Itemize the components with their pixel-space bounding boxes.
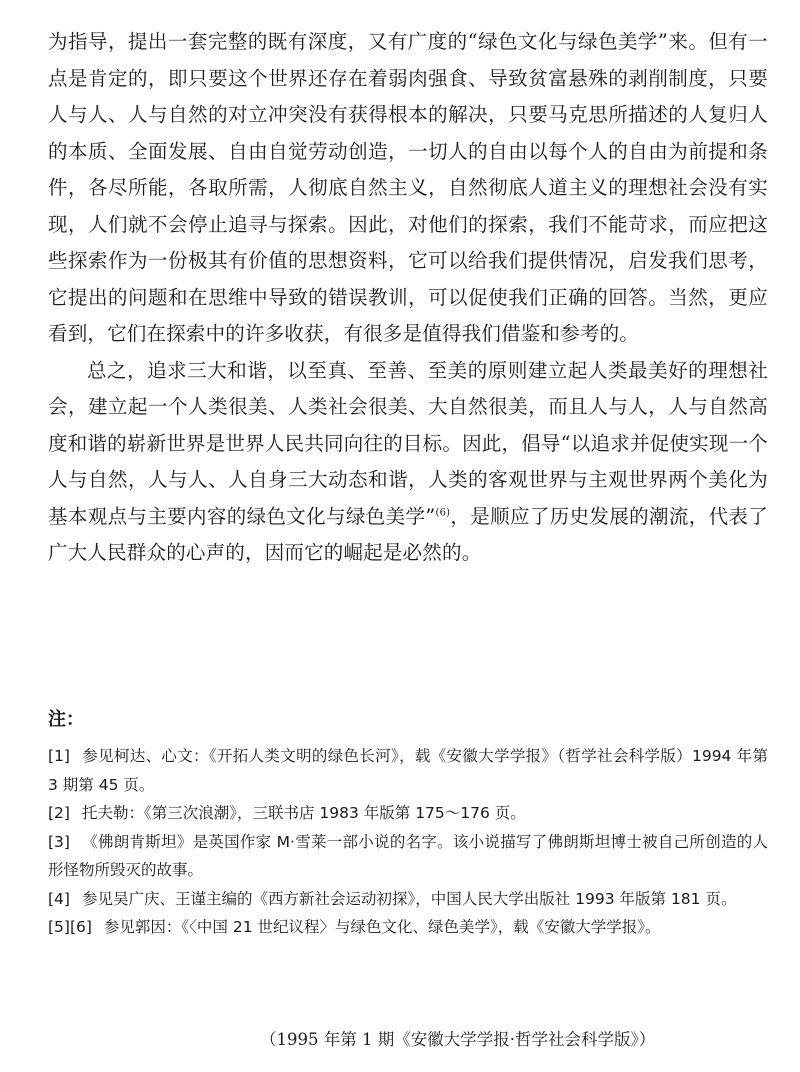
footnote-number: [4] — [48, 889, 70, 908]
footnote-ref-6: (6) — [435, 507, 451, 518]
footnote-number: [1] — [48, 747, 70, 765]
footnotes — [48, 706, 768, 942]
article-body — [48, 24, 768, 572]
footnote-number: [5][6] — [48, 918, 92, 936]
paragraph-2-text: 总之，追求三大和谐，以至真、至善、至美的原则建立起人类最美好的理想社会，建立起一个人类很美、人类社会很美、大自然很美，而且人与人，人与自然高度和谐的崭新世界是世界人民共同向往的目标。因此，倡导“以追求并促使实现一个人与自然，人与人、人自身三大动态和谐，人类的客观世界与主观世界两个美化为基本观点与主要内容的绿色文化与绿色美学” — [48, 358, 768, 528]
footnote-3 — [48, 828, 768, 885]
footnote-number: [3] — [48, 832, 70, 851]
paragraph-2-tail: ，是顺应了历史发展的潮流，代表了广大人民群众的心声的，因而它的崛起是必然的。 — [48, 504, 768, 564]
footnote-text: 《佛朗肯斯坦》是英国作家 M·雪莱一部小说的名字。该小说描写了佛朗斯坦博士被自己所创造的人形怪物所毁灭的故事。 — [48, 832, 768, 879]
source-citation: （1995 年第 1 期《安徽大学学报·哲学社会科学版》） — [260, 1030, 656, 1049]
paragraph-2 — [48, 353, 768, 572]
footnote-text: 参见吴广庆、王谨主编的《西方新社会运动初探》，中国人民大学出版社 1993 年版第 181 页。 — [81, 889, 737, 908]
footnote-4 — [48, 885, 768, 914]
footnote-text: 托夫勒：《第三次浪潮》，三联书店 1983 年版第 175～176 页。 — [81, 804, 526, 822]
footnote-text: 参见郭因：《〈中国 21 世纪议程〉与绿色文化、绿色美学》，载《安徽大学学报》。 — [103, 918, 661, 936]
footnote-2 — [48, 799, 768, 828]
notes-heading: 注： — [48, 709, 84, 730]
paragraph-1: 为指导，提出一套完整的既有深度，又有广度的“绿色文化与绿色美学”来。但有一点是肯定的，即只要这个世界还存在着弱肉强食、导致贫富悬殊的剥削制度，只要人与人、人与自然的对立冲突没有获得根本的解决，只要马克思所描述的人复归人的本质、全面发展、自由自觉劳动创造，一切人的自由以每个人的自由为前提和条件，各尽所能，各取所需，人彻底自然主义，自然彻底人道主义的理想社会没有实现，人们就不会停止追寻与探索。因此，对他们的探索，我们不能苛求，而应把这些探索作为一份极其有价值的思想资料，它可以给我们提供情况，启发我们思考，它提出的问题和在思维中导致的错误教训，可以促使我们正确的回答。当然，更应看到，它们在探索中的许多收获，有很多是值得我们借鉴和参考的。 — [48, 30, 768, 345]
footnote-5-6 — [48, 913, 768, 942]
footnote-1 — [48, 742, 768, 799]
footnote-number: [2] — [48, 804, 70, 822]
footnote-text: 参见柯达、心文：《开拓人类文明的绿色长河》，载《安徽大学学报》（哲学社会科学版）1994 年第 3 期第 45 页。 — [48, 747, 768, 794]
